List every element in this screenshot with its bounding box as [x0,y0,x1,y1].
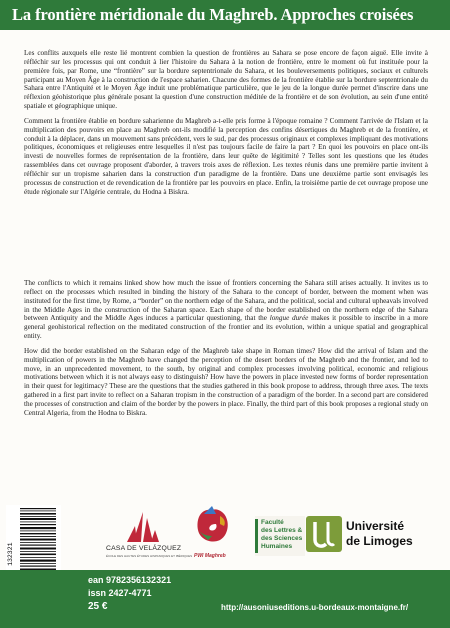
english-paragraph-2: How did the border established on the Saharan edge of the Maghreb take shape in Roman times? How did the arrival of Islam and the multiplication of powers in the Maghreb have changed the perception of the desert borders of the Maghreb and the frontier, and led to move, in an unprecedented movement, to the south, by original and complex processes involving political, economic and religious motivations between which it is not always easy to distinguish? How have the powers in place invested new forms of border representation in their quest for legitimacy? These are the questions that the studies gathered in this book propose to address, through three axes. The texts gathered in a first part invite to reflect on a Saharan tropism in the construction of a paradigm of the border. In a second part are considered the processes of construction and claim of the border by the powers in place. Finally, the third part of this book proposes a regional study on Central Algeria, from the Hodna to Biskra. [24,346,428,417]
french-paragraph-1: Les conflits auxquels elle reste lié montrent combien la question de frontières au Sahara se pose encore de façon aiguë. Elle invite à réfléchir sur les processus qui ont conduit à lier l'histoire du Sahara à la notion de frontière, entre le moment où fut instituée pour la première fois, par Rome, une “frontière” sur la bordure septentrionale du Sahara, et les bouleversements politiques, sociaux et culturels participant au Moyen Âge à la construction de l'espace saharien. Chacune des formes de la frontière établie sur la bordure septentrionale du Sahara entre l'Antiquité et le Moyen Âge induit une problématique particulière, que le jeu de la longue durée permet d'inscrire dans une réflexion géohistorique plus générale posant la question d'une construction méditée de la frontière et de son évolution, au sein d'une entité spatiale et géographique unique. [24,49,428,111]
book-title: La frontière méridionale du Maghreb. Approches croisées [12,5,414,24]
faculte-logo [255,516,305,556]
casa-subtitle: ÉCOLE DES HAUTES ÉTUDES HISPANIQUES ET IBÉRIQUES [106,554,193,558]
french-paragraph-2: Comment la frontière établie en bordure saharienne du Maghreb a-t-elle pris forme à l'époque romaine ? Comment l'arrivée de l'Islam et la multiplication des pouvoirs en place au Maghreb ont-ils modifié la perception des confins désertiques du Maghreb et de la frontière, et conduit à la déplacer, dans un mouvement sans précédent, vers le sud, par des processus originaux et complexes impliquant des motivations politiques, économiques et religieuses entre lesquelles il n'est pas toujours facile de faire la part ? En quoi les pouvoirs en place ont-ils investi de nouvelles formes de représentation de la frontière, dans leur quête de légitimité ? Telles sont les questions que les études rassemblées dans cet ouvrage proposent d'aborder, à travers trois axes de réflexion. Les textes réunis dans une première partie invitent à réfléchir sur un tropisme saharien dans la construction d'un paradigme de la frontière. Dans une deuxième partie sont envisagés les processus de construction et de revendication de la frontière par les pouvoirs en place. Enfin, la troisième partie de cet ouvrage propose une étude régionale sur l'Algérie centrale, du Hodna à Biskra. [24,116,428,196]
footer-band [0,570,450,628]
casa-name: CASA DE VELÁZQUEZ [106,545,182,552]
english-paragraph-1-end: makes it possible to inscribe in a more general geohistorical reflection on the meditated construction of the frontier and its evolution, within a unique spatial and geographical entity. [24,314,428,341]
book-meta [88,574,171,613]
faculte-line-4: Humaines [261,543,293,550]
english-summary [24,279,428,424]
faculte-line-3: des Sciences [261,535,303,542]
univ-line-2: de Limoges [346,534,413,548]
ean-text: ean 9782356132321 [88,575,172,585]
english-paragraph-1 [24,279,428,341]
faculte-line-1: Faculté [261,519,284,526]
univ-line-1: Université [346,519,405,533]
universite-limoges-logo [306,516,342,552]
casa-de-velazquez-logo [113,512,173,542]
faculte-line-2: des Lettres & [261,527,303,534]
price-text: 25 € [88,601,108,612]
english-paragraph-1-start: The conflicts to which it remains linked show how much the issue of frontiers concerning the Sahara still arises actually. It invites us to reflect on the processes which resulted in binding the history of the Sahara to the concept of border, between the moment when was instituted for the first time, by Rome, a “border” on the northern edge of the Sahara, and the political, social and cultural upheavals involved in the Middle Ages in the construction of the Saharan space. Each shape of the border established on the northern edge of the Sahara between Antiquity and the Middle Ages induces a particular questioning, that the [24,279,428,323]
english-italic-term: longue durée [269,314,309,323]
pwi-maghreb-logo [190,502,235,550]
title-bar [0,0,450,30]
pwi-label: PWI Maghreb [194,553,226,559]
logo-strip [0,497,450,572]
publisher-url[interactable]: http://ausoniuseditions.u-bordeaux-montaigne.fr/ [221,603,409,612]
issn-text: issn 2427-4771 [88,588,152,598]
french-summary [24,49,428,203]
